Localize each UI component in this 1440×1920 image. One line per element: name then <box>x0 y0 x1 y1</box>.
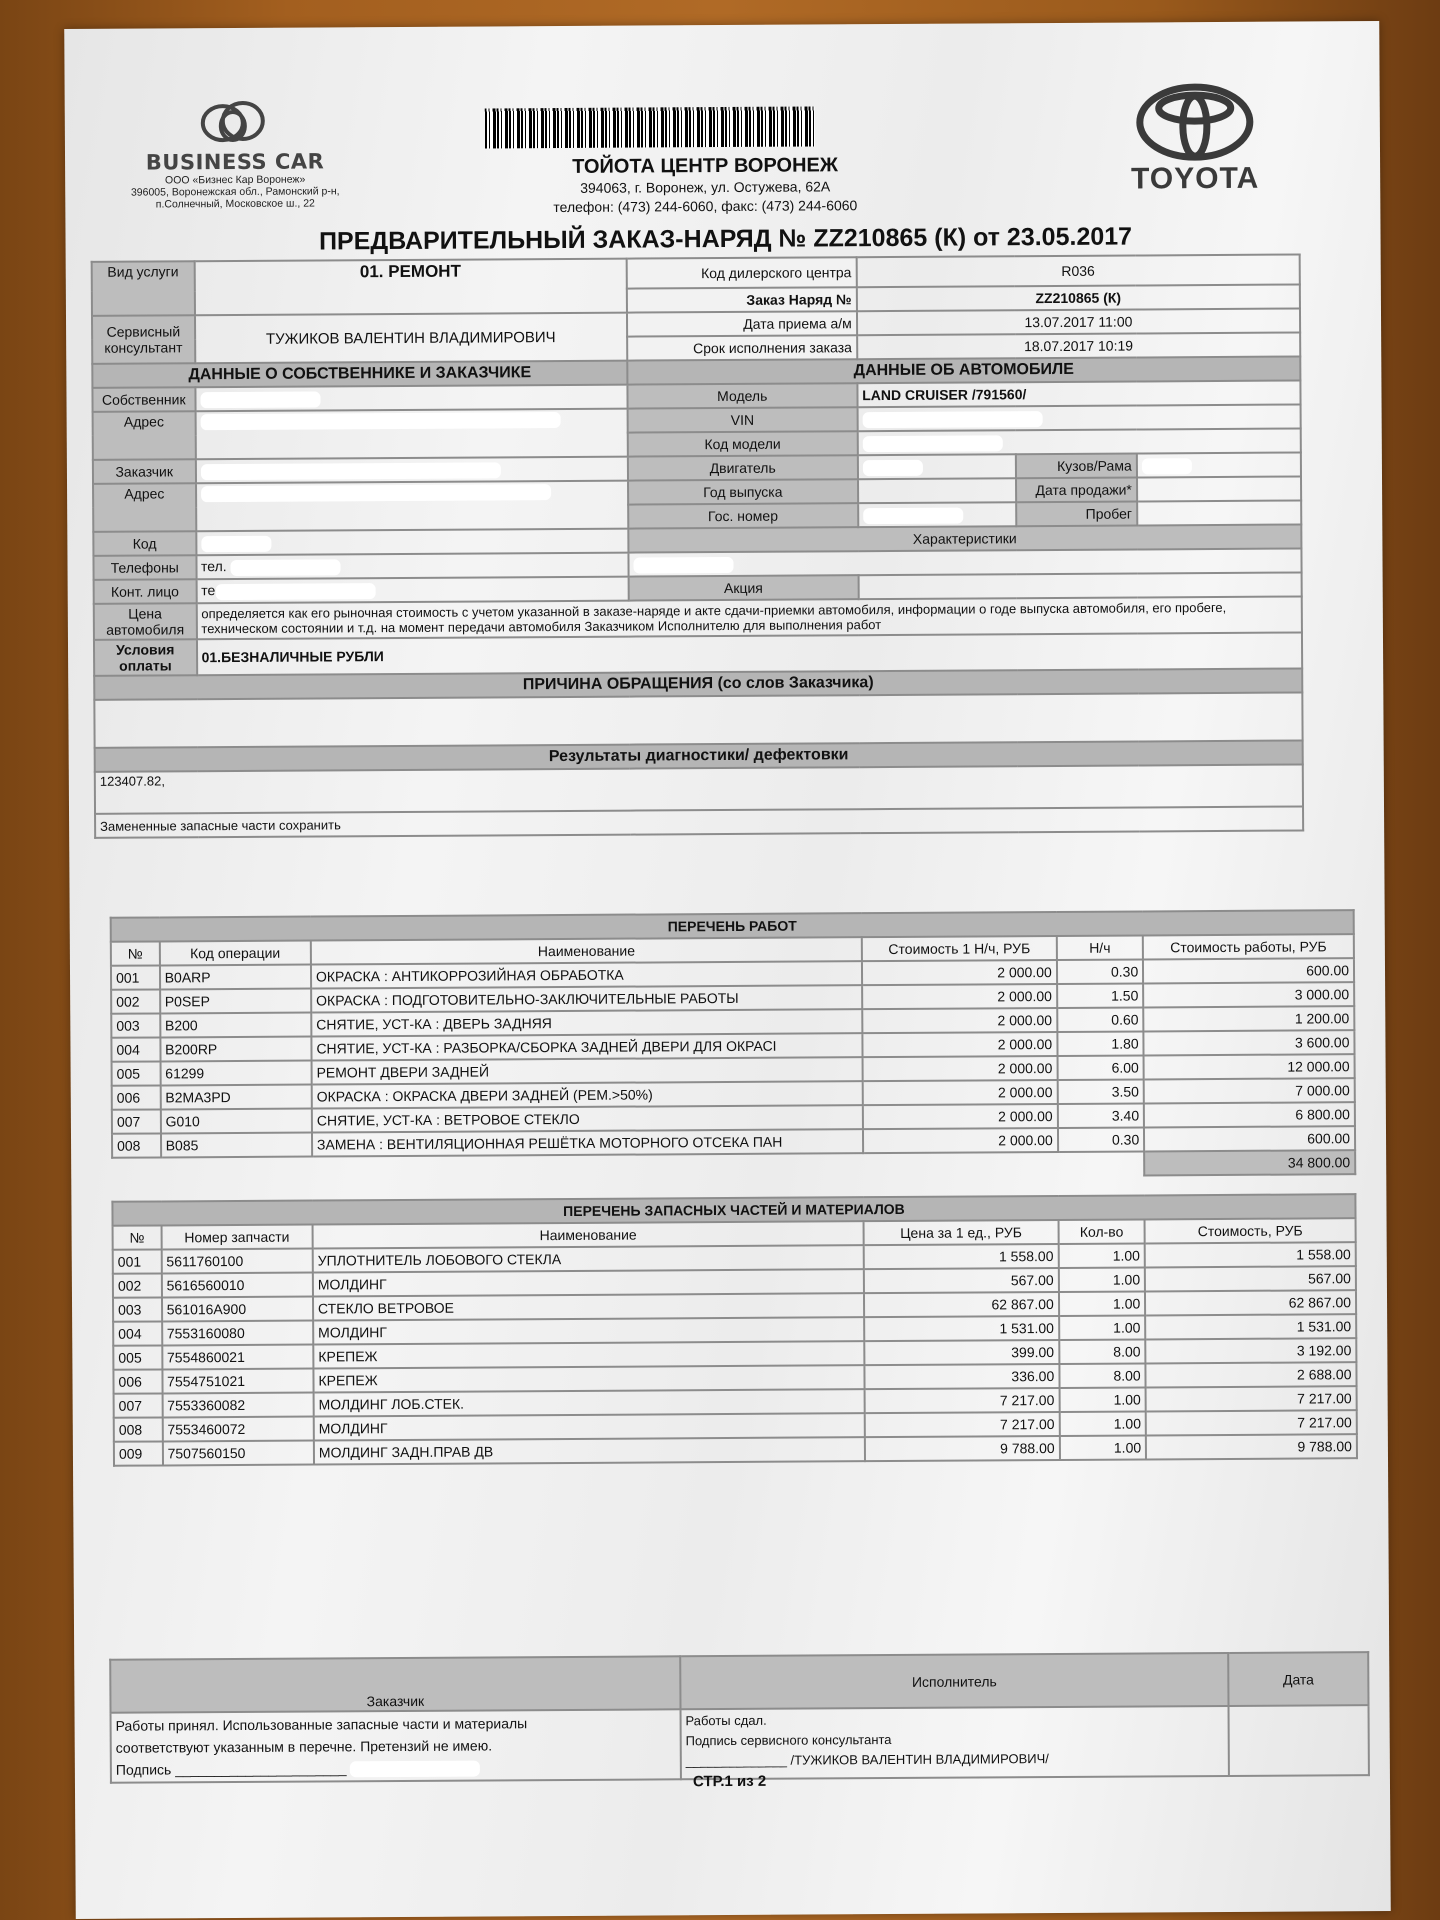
row-price: 399.00 <box>864 1340 1059 1365</box>
row-qty: 8.00 <box>1059 1339 1146 1364</box>
redacted-block <box>200 462 500 480</box>
row-qty: 1.00 <box>1059 1315 1146 1340</box>
redacted-block <box>201 535 271 551</box>
row-cost: 9 788.00 <box>1146 1434 1357 1459</box>
row-cost: 3 600.00 <box>1144 1030 1355 1055</box>
executor-text-2: Подпись сервисного консультанта <box>685 1732 892 1749</box>
body-value <box>1137 452 1301 477</box>
barcode <box>485 106 815 148</box>
reason-text <box>94 692 1302 747</box>
row-name: МОЛДИНГ <box>313 1269 864 1296</box>
customer-signature-line: Подпись ______________________ <box>116 1755 676 1780</box>
row-no: 008 <box>112 1133 161 1157</box>
center-address: 394063, г. Воронеж, ул. Остужева, 62А <box>580 178 831 196</box>
row-rate: 2 000.00 <box>863 1104 1058 1129</box>
diagnostics-note: Замененные запасные части сохранить <box>95 806 1303 837</box>
row-part: 7553160080 <box>162 1321 313 1346</box>
page-number: СТР.1 из 2 <box>692 1772 767 1791</box>
redacted-block <box>862 411 1042 428</box>
contact-value <box>196 577 628 604</box>
model-label: Модель <box>627 383 857 408</box>
row-cost: 3 192.00 <box>1145 1338 1356 1363</box>
row-name: ЗАМЕНА : ВЕНТИЛЯЦИОННАЯ РЕШЁТКА МОТОРНОГО ОТСЕКА ПАН <box>312 1129 863 1156</box>
header-info-table <box>91 253 1305 838</box>
row-code: P0SEP <box>160 989 311 1014</box>
row-cost: 567.00 <box>1145 1266 1356 1291</box>
works-col-rate: Стоимость 1 Н/ч, РУБ <box>862 936 1057 961</box>
row-price: 1 558.00 <box>864 1244 1059 1269</box>
row-rate: 2 000.00 <box>863 1128 1058 1153</box>
row-part: 7553360082 <box>162 1393 313 1418</box>
code-value <box>196 529 628 556</box>
toyota-emblem-icon <box>1135 82 1255 163</box>
customer-address-label: Адрес <box>93 483 196 532</box>
row-name: МОЛДИНГ <box>313 1317 864 1344</box>
row-part: 7554751021 <box>162 1369 313 1394</box>
works-total: 34 800.00 <box>1144 1150 1355 1175</box>
row-qty: 1.00 <box>1060 1435 1147 1460</box>
model-code-value <box>857 428 1300 455</box>
redacted-block <box>1142 458 1192 474</box>
row-name: МОЛДИНГ ЛОБ.СТЕК. <box>314 1389 865 1416</box>
row-name: УПЛОТНИТЕЛЬ ЛОБОВОГО СТЕКЛА <box>313 1245 864 1272</box>
toyota-wordmark: TOYOTA <box>1130 161 1260 196</box>
row-cost: 7 217.00 <box>1146 1410 1357 1435</box>
customer-text-2: соответствуют указанным в перечне. Претензий не имею. <box>115 1737 493 1756</box>
executor-sign-block <box>680 1706 1229 1779</box>
row-qty: 1.00 <box>1058 1243 1145 1268</box>
redacted-block <box>633 557 733 574</box>
redacted-block <box>863 459 923 475</box>
diagnostics-title: Результаты диагностики/ дефектовки <box>95 740 1303 771</box>
works-col-code: Код операции <box>159 941 310 966</box>
row-no: 004 <box>111 1037 160 1061</box>
row-qty: 8.00 <box>1059 1363 1146 1388</box>
phones-label: Телефоны <box>93 555 196 580</box>
plate-value <box>858 502 1017 527</box>
dealer-code-label: Код дилерского центра <box>626 257 856 288</box>
row-part: 7554860021 <box>162 1345 313 1370</box>
model-code-label: Код модели <box>628 431 858 456</box>
row-code: B200 <box>160 1013 311 1038</box>
row-rate: 2 000.00 <box>863 1080 1058 1105</box>
works-col-cost: Стоимость работы, РУБ <box>1143 934 1354 959</box>
parts-col-no: № <box>113 1225 162 1249</box>
row-no: 007 <box>112 1109 161 1133</box>
row-cost: 1 531.00 <box>1145 1314 1356 1339</box>
promo-label: Акция <box>628 575 858 600</box>
owner-address-label: Адрес <box>93 411 196 460</box>
row-price: 1 531.00 <box>864 1316 1059 1341</box>
promo-value <box>858 572 1301 599</box>
row-cost: 7 217.00 <box>1146 1386 1357 1411</box>
customer-label: Заказчик <box>93 459 196 484</box>
row-price: 7 217.00 <box>865 1412 1060 1437</box>
owner-label: Собственник <box>92 387 195 412</box>
row-price: 336.00 <box>865 1364 1060 1389</box>
car-price-text: определяется как его рыночная стоимость с учетом указанной в заказе-наряде и акте сдачи-приемки автомобиля, информации о годе выпуска автомобиля, его пробеге, техническом состоянии и т.д. на момент передачи автомобиля Заказчиком Исполнителю для выполнения работ <box>196 596 1302 639</box>
row-qty: 1.00 <box>1059 1411 1146 1436</box>
payment-label: Условия оплаты <box>94 639 197 676</box>
works-table <box>110 909 1357 1183</box>
works-col-hours: Н/ч <box>1057 935 1144 960</box>
body-label: Кузов/Рама <box>1016 453 1137 478</box>
row-cost: 7 000.00 <box>1144 1078 1355 1103</box>
characteristics-label: Характеристики <box>628 524 1301 552</box>
parts-col-price: Цена за 1 ед., РУБ <box>864 1220 1059 1245</box>
row-code: B2MA3PD <box>160 1085 311 1110</box>
parts-col-name: Наименование <box>312 1221 863 1248</box>
dealer-code-value: R036 <box>856 254 1299 287</box>
due-date-value: 18.07.2017 10:19 <box>857 332 1300 359</box>
row-no: 002 <box>111 989 160 1013</box>
center-name: ТОЙОТА ЦЕНТР ВОРОНЕЖ <box>572 154 838 178</box>
customer-text-1: Работы принял. Использованные запасные части и материалы <box>115 1715 528 1734</box>
redacted-block <box>200 391 320 408</box>
row-hours: 0.30 <box>1058 1127 1145 1152</box>
executor-text-1: Работы сдал. <box>685 1712 767 1729</box>
row-part: 5611760100 <box>161 1249 312 1274</box>
date-value <box>1229 1705 1369 1776</box>
row-part: 561016A900 <box>162 1297 313 1322</box>
contact-prefix: те <box>201 582 216 599</box>
row-cost: 1 200.00 <box>1143 1006 1354 1031</box>
row-name: СНЯТИЕ, УСТ-КА : РАЗБОРКА/СБОРКА ЗАДНЕЙ ДВЕРИ ДЛЯ ОКРАСІ <box>311 1033 862 1060</box>
mileage-value <box>1137 500 1301 525</box>
redacted-block <box>863 507 963 524</box>
row-hours: 1.50 <box>1057 983 1144 1008</box>
customer-sign-label: Подпись <box>115 1761 172 1778</box>
row-rate: 2 000.00 <box>862 984 1057 1009</box>
row-code: G010 <box>160 1109 311 1134</box>
due-date-label: Срок исполнения заказа <box>627 335 857 360</box>
parts-table <box>111 1193 1358 1467</box>
consultant-value: ТУЖИКОВ ВАЛЕНТИН ВЛАДИМИРОВИЧ <box>194 313 627 364</box>
customer-sign-title: Заказчик <box>110 1656 680 1712</box>
row-name: ОКРАСКА : ОКРАСКА ДВЕРИ ЗАДНЕЙ (РЕМ.>50%) <box>312 1081 863 1108</box>
row-hours: 0.60 <box>1057 1007 1144 1032</box>
row-name: МОЛДИНГ ЗАДН.ПРАВ ДВ <box>314 1437 865 1464</box>
row-name: ОКРАСКА : ПОДГОТОВИТЕЛЬНО-ЗАКЛЮЧИТЕЛЬНЫЕ РАБОТЫ <box>311 985 862 1012</box>
redacted-block <box>201 484 551 502</box>
code-label: Код <box>93 531 196 556</box>
row-no: 001 <box>113 1249 162 1273</box>
row-name: СНЯТИЕ, УСТ-КА : ВЕТРОВОЕ СТЕКЛО <box>312 1105 863 1132</box>
mileage-label: Пробег <box>1017 501 1138 526</box>
row-cost: 600.00 <box>1144 1126 1355 1151</box>
service-type-label: Вид услуги <box>92 261 195 316</box>
row-name: СТЕКЛО ВЕТРОВОЕ <box>313 1293 864 1320</box>
row-qty: 1.00 <box>1059 1291 1146 1316</box>
date-title: Дата <box>1228 1652 1368 1706</box>
signature-table <box>109 1651 1370 1784</box>
row-name: КРЕПЕЖ <box>313 1365 864 1392</box>
row-no: 001 <box>111 965 160 989</box>
row-hours: 1.80 <box>1057 1031 1144 1056</box>
row-qty: 1.00 <box>1059 1267 1146 1292</box>
row-code: B0ARP <box>160 965 311 990</box>
executor-signature-line: ______________ /ТУЖИКОВ ВАЛЕНТИН ВЛАДИМИРОВИЧ/ <box>685 1751 1049 1769</box>
row-no: 005 <box>113 1345 162 1369</box>
row-rate: 2 000.00 <box>863 1032 1058 1057</box>
parts-title: ПЕРЕЧЕНЬ ЗАПАСНЫХ ЧАСТЕЙ И МАТЕРИАЛОВ <box>112 1194 1355 1226</box>
customer-address-value <box>196 481 629 532</box>
row-price: 9 788.00 <box>865 1436 1060 1461</box>
order-no-value: ZZ210865 (К) <box>857 284 1300 311</box>
row-code: B200RP <box>160 1037 311 1062</box>
row-name: ОКРАСКА : АНТИКОРРОЗИЙНАЯ ОБРАБОТКА <box>311 961 862 988</box>
row-hours: 3.40 <box>1058 1103 1145 1128</box>
dealer-address-2: п.Солнечный, Московское ш., 22 <box>155 197 315 211</box>
owner-value <box>195 385 627 412</box>
vin-value <box>857 404 1300 431</box>
vehicle-section-title: ДАННЫЕ ОБ АВТОМОБИЛЕ <box>627 356 1300 384</box>
row-rate: 2 000.00 <box>862 1008 1057 1033</box>
center-phones: телефон: (473) 244-6060, факс: (473) 244-6060 <box>553 197 858 216</box>
plate-label: Гос. номер <box>628 503 858 528</box>
row-cost: 600.00 <box>1143 958 1354 983</box>
phones-value <box>196 553 628 580</box>
row-code: B085 <box>161 1133 312 1158</box>
row-price: 7 217.00 <box>865 1388 1060 1413</box>
row-part: 7507560150 <box>162 1441 313 1466</box>
works-title: ПЕРЕЧЕНЬ РАБОТ <box>111 910 1354 942</box>
row-hours: 3.50 <box>1057 1079 1144 1104</box>
executor-title: Исполнитель <box>680 1653 1229 1709</box>
row-cost: 3 000.00 <box>1143 982 1354 1007</box>
dealer-company: ООО «Бизнес Кар Воронеж» <box>164 173 306 187</box>
row-name: РЕМОНТ ДВЕРИ ЗАДНЕЙ <box>311 1057 862 1084</box>
row-no: 005 <box>112 1061 161 1085</box>
row-no: 002 <box>113 1273 162 1297</box>
redacted-block <box>350 1761 480 1778</box>
row-cost: 6 800.00 <box>1144 1102 1355 1127</box>
row-no: 008 <box>114 1417 163 1441</box>
reason-title: ПРИЧИНА ОБРАЩЕНИЯ (со слов Заказчика) <box>94 668 1302 699</box>
redacted-block <box>231 559 341 576</box>
model-value: LAND CRUISER /791560/ <box>857 380 1300 407</box>
parts-col-cost: Стоимость, РУБ <box>1145 1218 1356 1243</box>
row-price: 62 867.00 <box>864 1292 1059 1317</box>
sale-date-value <box>1137 476 1301 501</box>
owner-section-title: ДАННЫЕ О СОБСТВЕННИКЕ И ЗАКАЗЧИКЕ <box>92 361 627 388</box>
row-name: СНЯТИЕ, УСТ-КА : ДВЕРЬ ЗАДНЯЯ <box>311 1009 862 1036</box>
diagnostics-text: 123407.82, <box>95 764 1303 813</box>
works-col-no: № <box>111 941 160 965</box>
row-cost: 1 558.00 <box>1145 1242 1356 1267</box>
row-no: 007 <box>114 1393 163 1417</box>
center-header <box>445 154 965 218</box>
row-name: МОЛДИНГ <box>314 1413 865 1440</box>
row-no: 009 <box>114 1441 163 1465</box>
row-rate: 2 000.00 <box>863 1056 1058 1081</box>
customer-value <box>195 457 627 484</box>
row-part: 7553460072 <box>162 1417 313 1442</box>
row-no: 003 <box>111 1013 160 1037</box>
owner-address-value <box>195 409 628 460</box>
executor-name: /ТУЖИКОВ ВАЛЕНТИН ВЛАДИМИРОВИЧ/ <box>790 1751 1049 1768</box>
dealer-address-1: 396005, Воронежская обл., Рамонский р-н, <box>130 185 340 199</box>
row-rate: 2 000.00 <box>862 960 1057 985</box>
row-no: 004 <box>113 1321 162 1345</box>
redacted-block <box>862 435 1002 452</box>
contact-label: Конт. лицо <box>94 579 197 604</box>
order-no-label: Заказ Наряд № <box>627 287 857 312</box>
row-hours: 6.00 <box>1057 1055 1144 1080</box>
vin-label: VIN <box>627 407 857 432</box>
row-cost: 62 867.00 <box>1145 1290 1356 1315</box>
row-qty: 1.00 <box>1059 1387 1146 1412</box>
phones-prefix: тел. <box>200 558 227 575</box>
work-order-document <box>64 21 1391 1919</box>
business-car-logo <box>105 97 366 211</box>
service-type-value: 01. РЕМОНТ <box>194 259 627 316</box>
customer-sign-block <box>111 1709 681 1782</box>
row-part: 5616560010 <box>161 1273 312 1298</box>
business-car-rings-icon <box>195 98 275 148</box>
row-hours: 0.30 <box>1057 959 1144 984</box>
row-no: 006 <box>112 1085 161 1109</box>
redacted-block <box>215 583 375 600</box>
row-price: 567.00 <box>864 1268 1059 1293</box>
year-value <box>858 478 1017 503</box>
parts-col-qty: Кол-во <box>1058 1219 1145 1244</box>
year-label: Год выпуска <box>628 479 858 504</box>
works-col-name: Наименование <box>311 937 862 964</box>
row-cost: 2 688.00 <box>1146 1362 1357 1387</box>
payment-value: 01.БЕЗНАЛИЧНЫЕ РУБЛИ <box>196 632 1302 675</box>
redacted-block <box>200 412 560 430</box>
engine-label: Двигатель <box>628 455 858 480</box>
toyota-logo <box>1120 82 1271 197</box>
row-cost: 12 000.00 <box>1144 1054 1355 1079</box>
parts-col-part: Номер запчасти <box>161 1225 312 1250</box>
intake-date-label: Дата приема а/м <box>627 311 857 336</box>
row-code: 61299 <box>160 1061 311 1086</box>
document-title: ПРЕДВАРИТЕЛЬНЫЙ ЗАКАЗ-НАРЯД № ZZ210865 (К) от 23.05.2017 <box>318 222 1133 256</box>
engine-value <box>858 454 1017 479</box>
row-name: КРЕПЕЖ <box>313 1341 864 1368</box>
intake-date-value: 13.07.2017 11:00 <box>857 308 1300 335</box>
row-no: 006 <box>113 1369 162 1393</box>
consultant-label: Сервисный консультант <box>92 315 195 364</box>
works-total-spacer <box>112 1151 1144 1181</box>
sale-date-label: Дата продажи* <box>1016 477 1137 502</box>
dealer-brand: BUSINESS CAR <box>145 149 325 175</box>
car-price-label: Цена автомобиля <box>94 603 197 640</box>
row-no: 003 <box>113 1297 162 1321</box>
